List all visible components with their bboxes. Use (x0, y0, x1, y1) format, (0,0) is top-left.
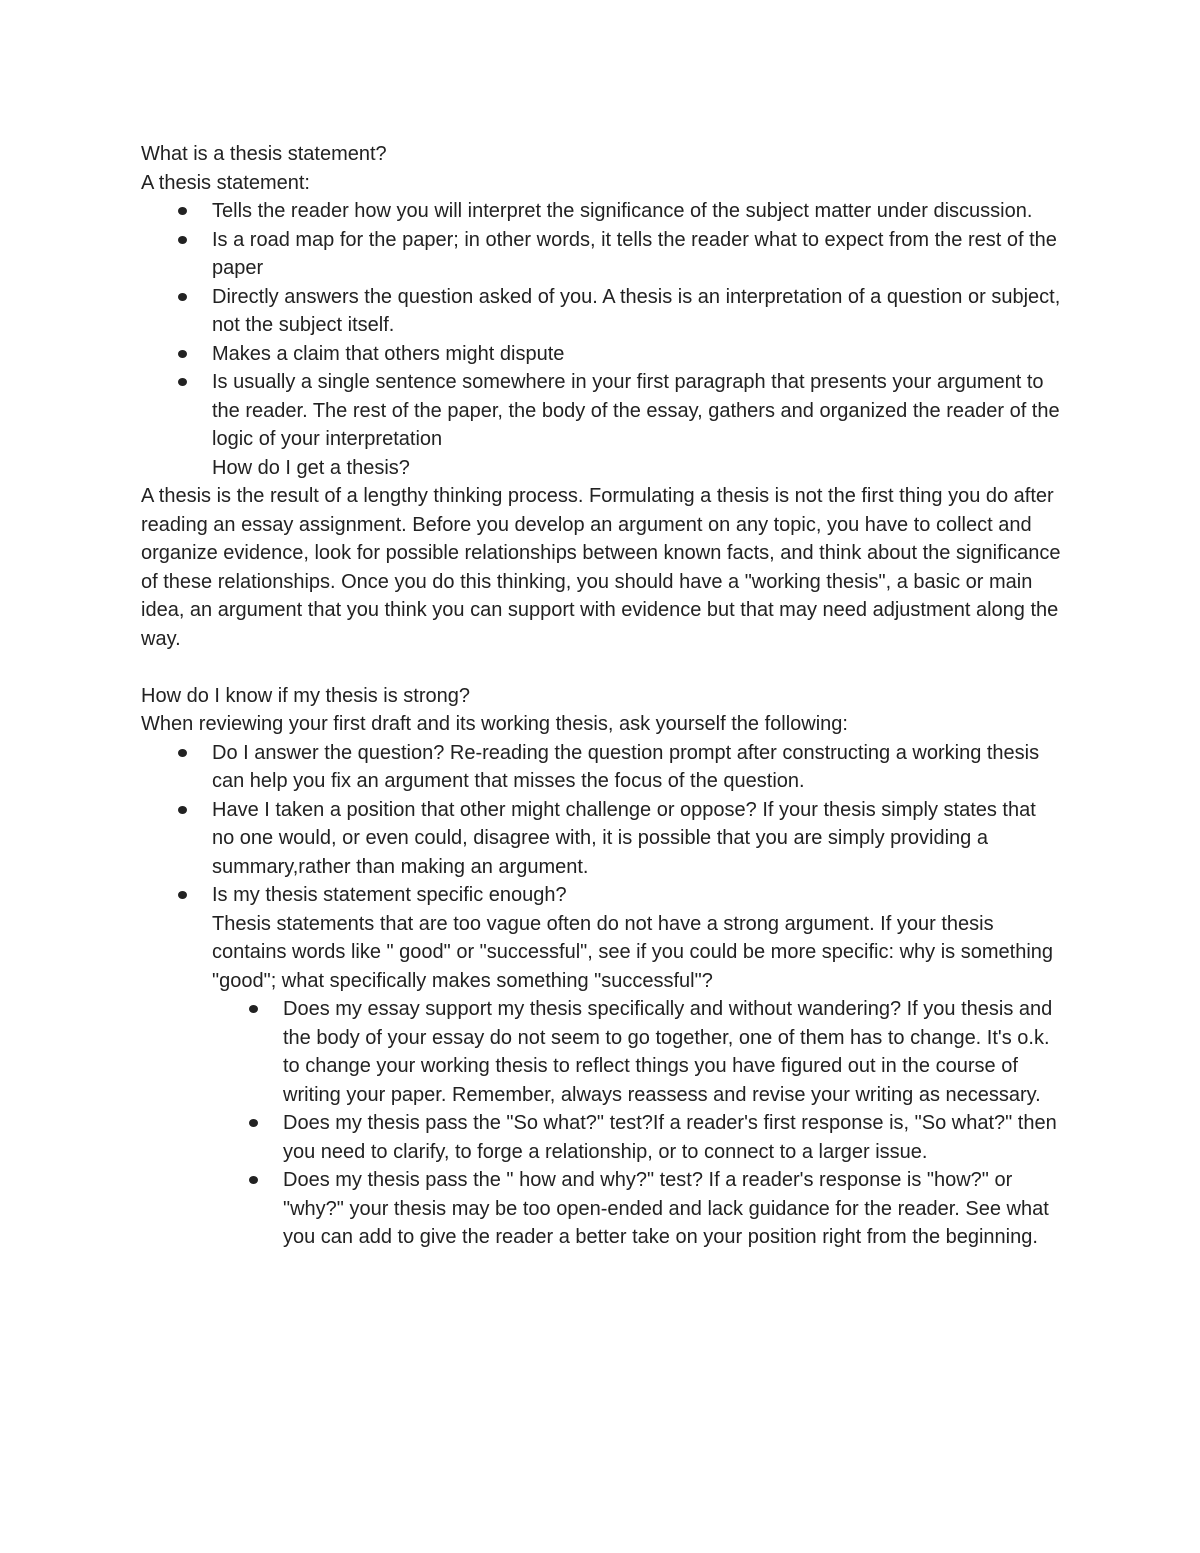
list-item (283, 1166, 1061, 1252)
list-item (283, 1109, 1061, 1166)
bullet-icon (249, 1176, 258, 1184)
list-item (212, 283, 1061, 340)
list-item-text: Does my thesis pass the " how and why?" test? If a reader's response is "how?" or "why?" your thesis may be too open-ended and lack guidance for the reader. See what you can add to give the reader a better take on your position right from the beginning. (283, 1169, 1049, 1248)
list-item-text: Does my essay support my thesis specifically and without wandering? If you thesis and the body of your essay do not seem to go together, one of them has to change. It's o.k. to change your working thesis to reflect things you have figured out in the course of writing your paper. Remember, always reassess and revise your writing as necessary. (283, 998, 1053, 1106)
section-heading-how-get-thesis: How do I get a thesis? (212, 456, 410, 479)
list-item (212, 796, 1061, 882)
section-heading-what-is-thesis: What is a thesis statement? (141, 143, 387, 165)
list-item-text: Do I answer the question? Re-reading the question prompt after constructing a working thesis can help you fix an argument that misses the focus of the question. (212, 741, 1040, 792)
list-item-text: Is usually a single sentence somewhere in your first paragraph that presents your argument to the reader. The rest of the paper, the body of the essay, gathers and organized the reader of the logic of your interpretation (212, 371, 1060, 450)
bullet-icon (178, 891, 187, 899)
list-item-continuation: Thesis statements that are too vague often do not have a strong argument. If your thesis contains words like " good" or "successful", see if you could be more specific: why is something "good"; what specifically makes something "successful"? (212, 912, 1054, 992)
list-item-text: Is a road map for the paper; in other words, it tells the reader what to expect from the rest of the paper (212, 228, 1057, 279)
list-item (212, 226, 1061, 283)
list-item-text: Have I taken a position that other might challenge or oppose? If your thesis simply states that no one would, or even could, disagree with, it is possible that you are simply providing a summary,rather than making an argument. (212, 798, 1036, 878)
thesis-review-list (141, 739, 1061, 996)
bullet-icon (249, 1119, 258, 1127)
blank-line (141, 653, 1061, 682)
list-item (283, 995, 1061, 1109)
list-item (212, 739, 1061, 796)
bullet-icon (178, 806, 187, 814)
bullet-icon (178, 207, 187, 215)
bullet-icon (178, 293, 187, 301)
section-intro: A thesis statement: (141, 171, 310, 194)
list-item-text: Directly answers the question asked of you. A thesis is an interpretation of a question or subject, not the subject itself. (212, 285, 1061, 336)
section-intro: When reviewing your first draft and its working thesis, ask yourself the following: (141, 713, 848, 735)
section-heading-thesis-strong: How do I know if my thesis is strong? (141, 684, 471, 707)
bullet-icon (249, 1005, 258, 1013)
list-item-text: Is my thesis statement specific enough? (212, 884, 567, 906)
list-item (212, 197, 1061, 226)
thesis-process-paragraph: A thesis is the result of a lengthy thinking process. Formulating a thesis is not the first thing you do after reading an essay assignment. Before you develop an argument on any topic, you have to collect and organize evidence, look for possible relationships between known facts, and think about the significance of these relationships. Once you do this thinking, you should have a "working thesis", a basic or main idea, an argument that you think you can support with evidence but that may need adjustment along the way. (141, 485, 1061, 650)
bullet-icon (178, 378, 187, 386)
bullet-icon (178, 350, 187, 358)
list-item (212, 881, 1061, 995)
list-item-text: Makes a claim that others might dispute (212, 342, 565, 365)
thesis-sub-question-list (141, 995, 1061, 1252)
list-item-text: Tells the reader how you will interpret the significance of the subject matter under discussion. (212, 200, 1033, 222)
document-page (141, 140, 1061, 1252)
thesis-definition-list (141, 197, 1061, 482)
bullet-icon (178, 236, 187, 244)
list-item-text: Does my thesis pass the "So what?" test?If a reader's first response is, "So what?" then you need to clarify, to forge a relationship, or to connect to a larger issue. (283, 1112, 1057, 1163)
list-item (212, 340, 1061, 369)
bullet-icon (178, 749, 187, 757)
list-item (212, 368, 1061, 482)
